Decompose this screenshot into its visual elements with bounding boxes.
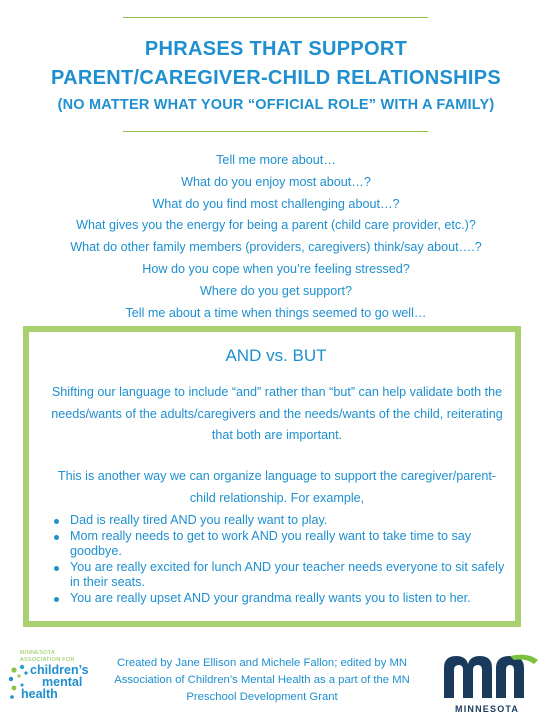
page-title-line1: PHRASES THAT SUPPORT bbox=[144, 38, 408, 60]
logo-word-childrens: children’s bbox=[30, 663, 89, 677]
phrase-item: What do you enjoy most about…? bbox=[181, 174, 371, 189]
page-subtitle: (NO MATTER WHAT YOUR “OFFICIAL ROLE” WITH A FAMILY) bbox=[57, 97, 495, 113]
phrase-item: What do other family members (providers, caregivers) think/say about….? bbox=[70, 240, 482, 255]
phrase-item: How do you cope when you’re feeling stressed? bbox=[142, 261, 410, 276]
top-divider bbox=[123, 17, 428, 18]
bullet-icon bbox=[54, 566, 59, 571]
example-list bbox=[52, 513, 512, 606]
phrase-list bbox=[0, 150, 552, 324]
box-title: AND vs. BUT bbox=[225, 346, 327, 365]
phrase-item: What do you find most challenging about…? bbox=[152, 196, 400, 211]
bullet-icon bbox=[54, 597, 59, 602]
phrase-item: Tell me more about… bbox=[216, 153, 336, 167]
example-item bbox=[52, 513, 512, 529]
credit-text: Created by Jane Ellison and Michele Fallon; edited by MN Association of Children’s Mental Health as a part of the MN Preschool Development Grant bbox=[114, 657, 410, 703]
phrase-item: Tell me about a time when things seemed to go well… bbox=[125, 305, 427, 320]
example-text: Mom really needs to get to work AND you really want to take time to say goodbye. bbox=[70, 528, 472, 558]
minnesota-mn-icon bbox=[440, 650, 542, 702]
example-item bbox=[52, 560, 512, 591]
logo-word-health: health bbox=[21, 687, 58, 701]
example-item bbox=[52, 529, 512, 560]
phrase-item: Where do you get support? bbox=[200, 283, 352, 298]
middle-divider bbox=[123, 131, 428, 132]
example-text: You are really upset AND your grandma really wants you to listen to her. bbox=[70, 590, 471, 605]
box-paragraph-intro: Shifting our language to include “and” rather than “but” can help validate both the needs/wants of the adults/caregivers and the needs/wants of the child, reiterating that both are important. bbox=[51, 385, 503, 442]
logo-assoc-line: ASSOCIATION FOR bbox=[20, 657, 75, 663]
bullet-icon bbox=[54, 519, 59, 524]
minnesota-logo bbox=[440, 650, 542, 715]
example-text: You are really excited for lunch AND your teacher needs everyone to sit safely in their seats. bbox=[70, 559, 505, 589]
logo-state-line: MINNESOTA bbox=[20, 650, 55, 656]
logo-word-mental: mental bbox=[42, 675, 83, 689]
example-text: Dad is really tired AND you really want to play. bbox=[70, 513, 328, 527]
phrase-item: What gives you the energy for being a parent (child care provider, etc.)? bbox=[76, 218, 476, 233]
page-title-line2: PARENT/CAREGIVER-CHILD RELATIONSHIPS bbox=[50, 67, 502, 89]
box-paragraph-example: This is another way we can organize language to support the caregiver/parent-child relationship. For example, bbox=[57, 469, 497, 505]
bullet-icon bbox=[54, 535, 59, 540]
childrens-mental-health-logo bbox=[8, 650, 108, 710]
example-item bbox=[52, 591, 512, 607]
minnesota-wordmark: MINNESOTA bbox=[455, 704, 520, 714]
